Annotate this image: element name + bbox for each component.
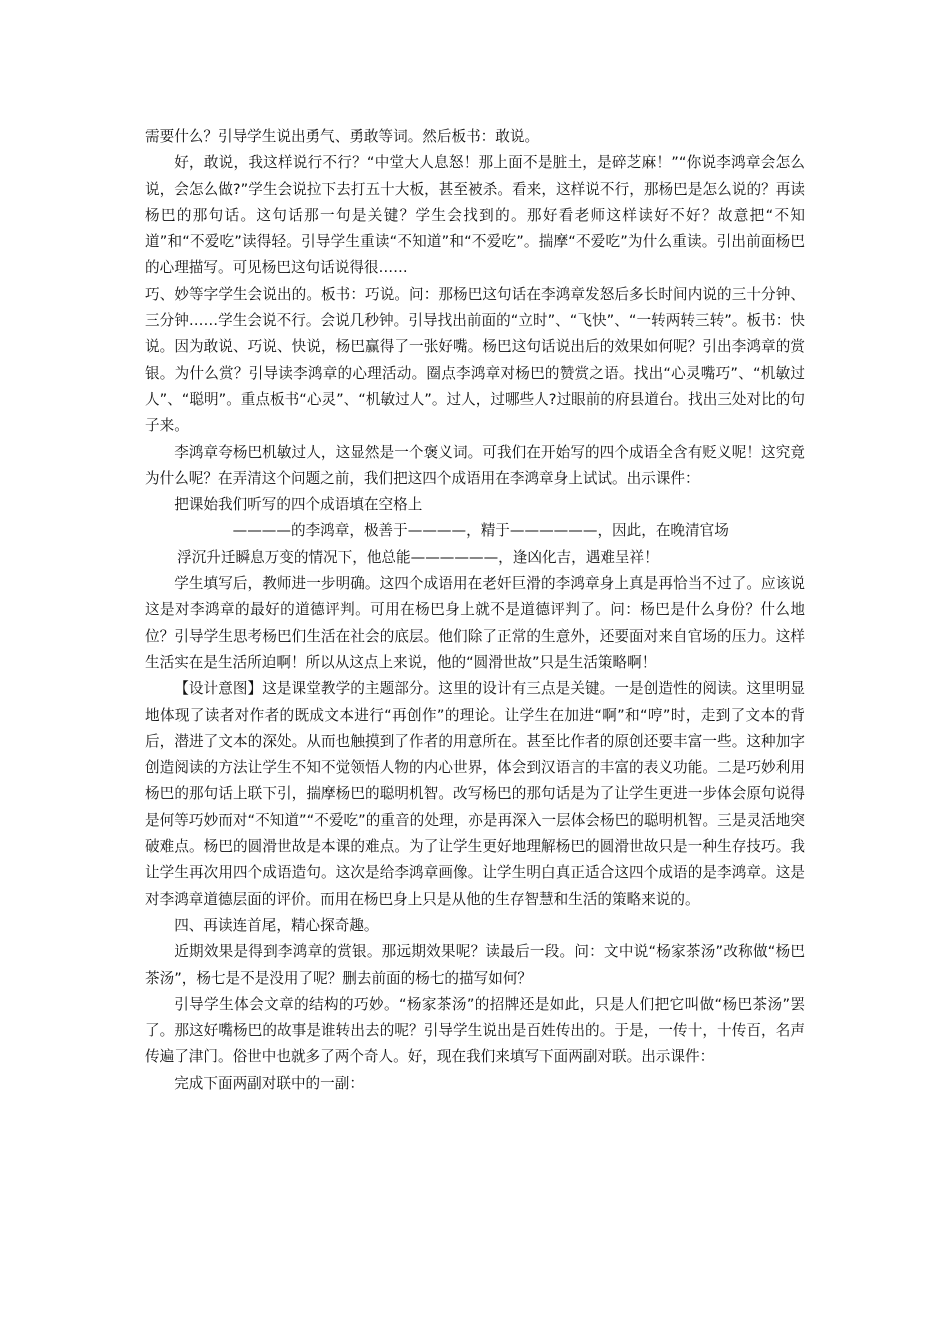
paragraph-8: 完成下面两副对联中的一副： [174,1074,364,1092]
document-page [145,124,805,1097]
paragraph-2: 好，敢说，我这样说行不行？“中堂大人息怒！那上面不是脏土，是碎芝麻！”“你说李鸿章会怎么说，会怎么做?”学生会说拉下去打五十大板，甚至被杀。看来，这样说不行，那杨巴是怎么说的？再读杨巴的那句话。这句话那一句是关键？学生会找到的。那好看老师这样读好不好？故意把“不知道”和“不爱吃”读得轻。引导学生重读“不知道”和“不爱吃”。揣摩“不爱吃”为什么重读。引出前面杨巴的心理描写。可见杨巴这句话说得很…… [145,154,805,277]
paragraph-7: 引导学生体会文章的结构的巧妙。“杨家茶汤”的招牌还是如此，只是人们把它叫做“杨巴茶汤”罢了。那这好嘴杨巴的故事是谁转出去的呢？引导学生说出是百姓传出的。于是，一传十，十传百，名声传遍了津门。俗世中也就多了两个奇人。好，现在我们来填写下面两副对联。出示课件： [145,995,805,1066]
design-intent-paragraph: 【设计意图】这是课堂教学的主题部分。这里的设计有三点是关键。一是创造性的阅读。这里明显地体现了读者对作者的既成文本进行“再创作”的理论。让学生在加进“啊”和“哼”时，走到了文本的背后，潜进了文本的深处。从而也触摸到了作者的用意所在。甚至比作者的原创还要丰富一些。这种加字创造阅读的方法让学生不知不觉领悟人物的内心世界，体会到汉语言的丰富的表义功能。二是巧妙利用杨巴的那句话上联下引，揣摩杨巴的聪明机智。改写杨巴的那句话是为了让学生更进一步体会原句说得是何等巧妙而对“不知道”“不爱吃”的重音的处理，亦是再深入一层体会杨巴的聪明机智。三是灵活地突破难点。杨巴的圆滑世故是本课的难点。为了让学生更好地理解杨巴的圆滑世故只是一种生存技巧。我让学生再次用四个成语造句。这次是给李鸿章画像。让学生明白真正适合这四个成语的是李鸿章。这是对李鸿章道德层面的评价。而用在杨巴身上只是从他的生存智慧和生活的策略来说的。 [145,680,805,908]
paragraph-6: 近期效果是得到李鸿章的赏银。那远期效果呢？读最后一段。问：文中说“杨家茶汤”改称做“杨巴茶汤”，杨七是不是没用了呢？删去前面的杨七的描写如何？ [145,943,805,987]
fill-in-line-2: 浮沉升迁瞬息万变的情况下，他总能——————，逢凶化吉，遇难呈祥！ [177,548,659,566]
paragraph-4: 李鸿章夸杨巴机敏过人，这显然是一个褒义词。可我们在开始写的四个成语全含有贬义呢！这究竟为什么呢？在弄清这个问题之前，我们把这四个成语用在李鸿章身上试试。出示课件： [145,443,805,487]
paragraph-3: 巧、妙等字学生会说出的。板书：巧说。问：那杨巴这句话在李鸿章发怒后多长时间内说的三十分钟、三分钟……学生会说不行。会说几秒钟。引导找出前面的“立时”、“飞快”、“一转两转三转”。板书：快说。因为敢说、巧说、快说，杨巴赢得了一张好嘴。杨巴这句话说出后的效果如何呢？引出李鸿章的赏银。为什么赏？引导读李鸿章的心理活动。圈点李鸿章对杨巴的赞赏之语。找出“心灵嘴巧”、“机敏过人”、“聪明”。重点板书“心灵”、“机敏过人”。过人，过哪些人?过眼前的府县道台。找出三处对比的句子来。 [145,285,805,435]
courseware-instruction: 把课始我们听写的四个成语填在空格上 [174,496,423,514]
paragraph-1: 需要什么？引导学生说出勇气、勇敢等词。然后板书：敢说。 [145,128,540,145]
section-heading-4: 四、再读连首尾，精心探奇趣。 [174,916,379,934]
fill-in-line-1: ————的李鸿章，极善于————，精于——————，因此，在晚清官场 [232,522,729,540]
paragraph-5: 学生填写后，教师进一步明确。这四个成语用在老奸巨滑的李鸿章身上真是再恰当不过了。应该说这是对李鸿章的最好的道德评判。可用在杨巴身上就不是道德评判了。问：杨巴是什么身份？什么地位？引导学生思考杨巴们生活在社会的底层。他们除了正常的生意外，还要面对来自官场的压力。这样生活实在是生活所迫啊！所以从这点上来说，他的“圆滑世故”只是生活策略啊！ [145,575,805,671]
